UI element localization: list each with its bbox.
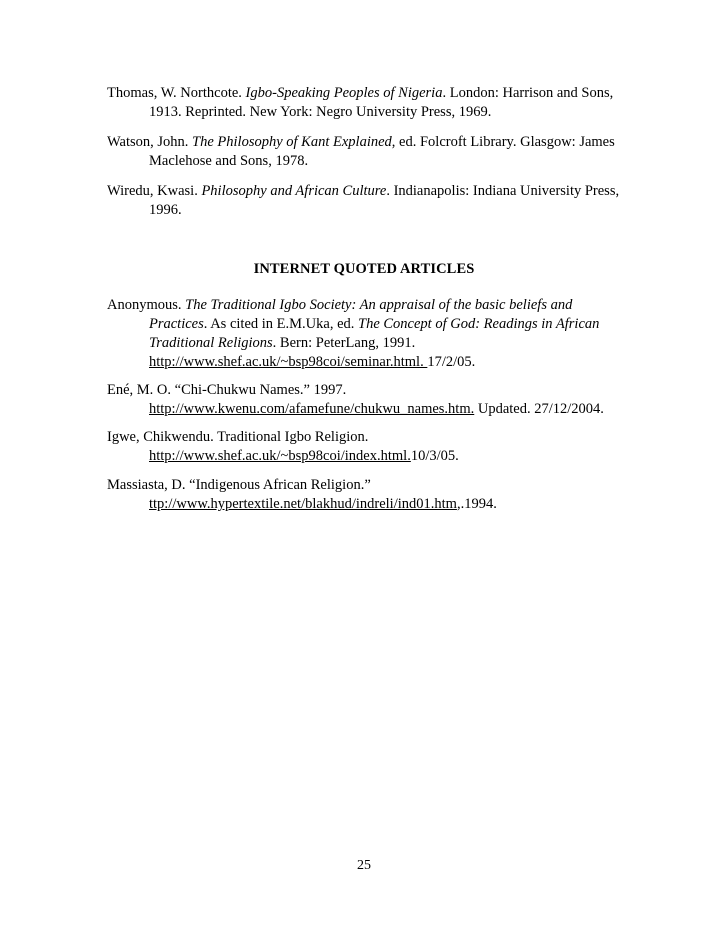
reference-line xyxy=(107,182,627,201)
article-url-link[interactable]: http://www.shef.ac.uk/~bsp98coi/seminar.html. xyxy=(149,354,428,370)
cited-book-title: The Concept of God: Readings in African xyxy=(358,316,600,332)
article-author: Anonymous. xyxy=(107,297,186,313)
internet-article-entry xyxy=(107,428,627,466)
reference-line xyxy=(107,133,627,152)
section-heading: INTERNET QUOTED ARTICLES xyxy=(253,261,475,277)
article-line xyxy=(107,334,627,353)
reference-title: Philosophy and African Culture xyxy=(201,183,387,199)
reference-line xyxy=(107,84,627,103)
article-url-link[interactable]: http://www.kwenu.com/afamefune/chukwu_names.htm. xyxy=(149,401,475,417)
internet-article-entry xyxy=(107,381,627,419)
reference-publication: , ed. Folcroft Library. Glasgow: James xyxy=(391,134,615,150)
article-line xyxy=(107,315,627,334)
reference-publication: . Indianapolis: Indiana University Press, xyxy=(386,183,620,199)
reference-continuation: Maclehose and Sons, 1978. xyxy=(149,153,309,169)
access-date: ,.1994. xyxy=(456,496,497,512)
article-line: Massiasta, D. “Indigenous African Religion.” xyxy=(107,477,371,493)
cited-book-title-continued: Traditional Religions xyxy=(149,335,273,351)
article-title: The Traditional Igbo Society: An appraisal of the basic beliefs and xyxy=(185,297,573,313)
article-line: Igwe, Chikwendu. Traditional Igbo Religion. xyxy=(107,429,369,445)
internet-article-entry xyxy=(107,476,627,514)
internet-article-entry xyxy=(107,296,627,372)
article-line xyxy=(107,495,627,514)
article-citation: . As cited in E.M.Uka, ed. xyxy=(203,316,359,332)
article-line xyxy=(107,400,627,419)
reference-publication: . London: Harrison and Sons, xyxy=(442,85,614,101)
access-date: 10/3/05. xyxy=(410,448,459,464)
reference-title: Igbo-Speaking Peoples of Nigeria xyxy=(245,85,443,101)
access-date: 17/2/05. xyxy=(427,354,476,370)
access-date: Updated. 27/12/2004. xyxy=(474,401,604,417)
reference-continuation: 1996. xyxy=(149,202,182,218)
article-line: Ené, M. O. “Chi-Chukwu Names.” 1997. xyxy=(107,382,347,398)
reference-entry xyxy=(107,84,627,122)
reference-title: The Philosophy of Kant Explained xyxy=(192,134,392,150)
article-line xyxy=(107,353,627,372)
reference-author: Wiredu, Kwasi. xyxy=(107,183,202,199)
cited-book-publication: . Bern: PeterLang, 1991. xyxy=(272,335,416,351)
article-title-continued: Practices xyxy=(149,316,204,332)
article-url-link[interactable]: ttp://www.hypertextile.net/blakhud/indreli/ind01.htm xyxy=(149,496,457,512)
page-number: 25 xyxy=(357,858,371,873)
reference-continuation: 1913. Reprinted. New York: Negro University Press, 1969. xyxy=(149,104,492,120)
reference-author: Thomas, W. Northcote. xyxy=(107,85,246,101)
article-line xyxy=(107,296,627,315)
article-line xyxy=(107,447,627,466)
reference-entry xyxy=(107,182,627,220)
reference-entry xyxy=(107,133,627,171)
article-url-link[interactable]: http://www.shef.ac.uk/~bsp98coi/index.html. xyxy=(149,448,411,464)
reference-author: Watson, John. xyxy=(107,134,193,150)
